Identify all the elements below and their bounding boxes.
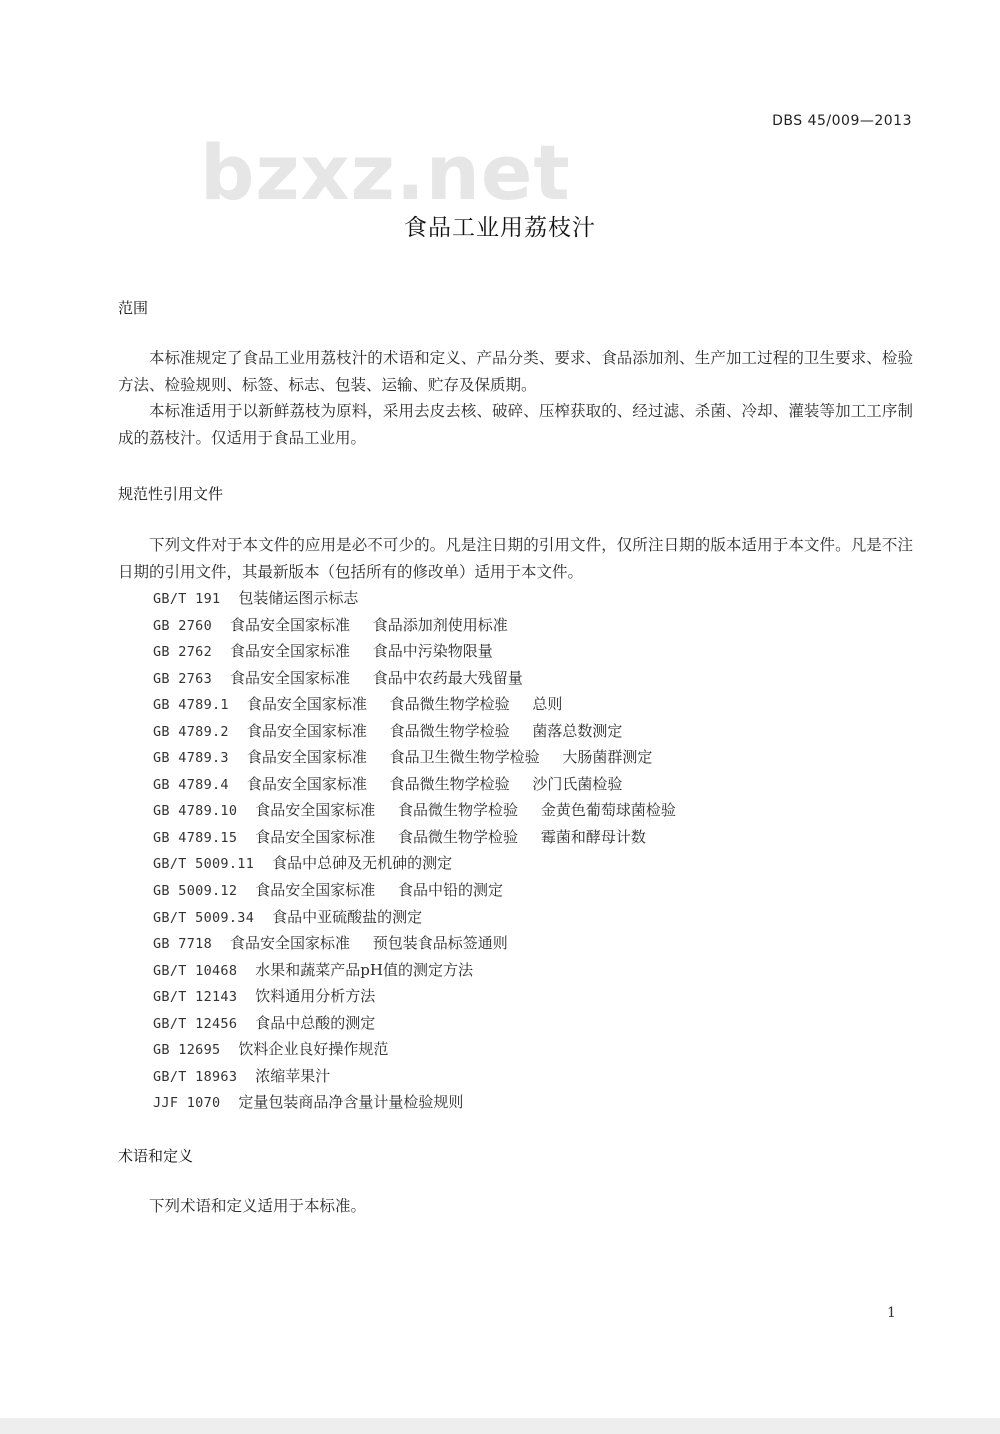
reference-code: GB 7718 <box>153 936 212 953</box>
reference-title: 饮料通用分析方法 <box>255 987 376 1006</box>
reference-code: GB/T 10468 <box>153 962 238 979</box>
reference-item <box>153 877 676 904</box>
document-title: 食品工业用荔枝汁 <box>404 215 596 241</box>
reference-code: GB 4789.3 <box>153 750 229 767</box>
reference-title: 食品中亚硫酸盐的测定 <box>272 907 423 926</box>
reference-title: 食品中总酸的测定 <box>255 1013 376 1032</box>
reference-item <box>153 1063 676 1090</box>
reference-title: 食品安全国家标准 食品微生物学检验 总则 <box>246 695 563 714</box>
reference-item <box>153 638 676 665</box>
page-bottom-edge <box>0 1418 1000 1434</box>
reference-item <box>153 1010 676 1037</box>
reference-item <box>153 771 676 798</box>
terms-intro: 下列术语和定义适用于本标准。 <box>149 1197 367 1215</box>
reference-code: GB 4789.1 <box>153 697 229 714</box>
page-number: 1 <box>887 1305 896 1321</box>
reference-item <box>153 718 676 745</box>
reference-code: GB 5009.12 <box>153 883 238 900</box>
reference-title: 食品安全国家标准 食品微生物学检验 沙门氏菌检验 <box>246 774 623 793</box>
reference-title: 食品安全国家标准 食品微生物学检验 金黄色葡萄球菌检验 <box>255 801 676 820</box>
reference-item <box>153 612 676 639</box>
scope-paragraph-1: 本标准规定了食品工业用荔枝汁的术语和定义、产品分类、要求、食品添加剂、生产加工过程的卫生要求、检验方法、检验规则、标签、标志、包装、运输、贮存及保质期。 <box>118 349 913 394</box>
reference-code: GB/T 5009.11 <box>153 856 255 873</box>
reference-title: 食品安全国家标准 预包装食品标签通则 <box>230 934 508 953</box>
document-code: DBS 45/009—2013 <box>772 113 912 129</box>
reference-code: GB/T 191 <box>153 591 221 607</box>
reference-item <box>153 904 676 931</box>
reference-item <box>153 1089 676 1116</box>
scope-paragraph-2: 本标准适用于以新鲜荔枝为原料，采用去皮去核、破碎、压榨获取的、经过滤、杀菌、冷却、灌装等加工工序制成的荔枝汁。仅适用于食品工业用。 <box>118 402 913 447</box>
reference-code: GB/T 12456 <box>153 1015 238 1032</box>
reference-title: 水果和蔬菜产品pH值的测定方法 <box>255 960 473 979</box>
reference-item <box>153 957 676 984</box>
reference-title: 食品安全国家标准 食品添加剂使用标准 <box>230 615 508 634</box>
reference-item <box>153 665 676 692</box>
reference-code: GB 4789.10 <box>153 803 238 820</box>
reference-code: GB 2762 <box>153 644 212 661</box>
reference-code: GB 2760 <box>153 617 212 634</box>
reference-title: 食品安全国家标准 食品中农药最大残留量 <box>230 668 523 687</box>
reference-item <box>153 850 676 877</box>
reference-title: 食品安全国家标准 食品微生物学检验 菌落总数测定 <box>246 721 623 740</box>
section-heading-normative-refs: 规范性引用文件 <box>118 485 224 503</box>
reference-code: GB 2763 <box>153 670 212 687</box>
reference-item <box>153 930 676 957</box>
reference-title: 定量包装商品净含量计量检验规则 <box>238 1093 464 1112</box>
reference-title: 食品安全国家标准 食品中铅的测定 <box>255 881 504 900</box>
reference-title: 包装储运图示标志 <box>238 589 359 607</box>
normative-refs-intro: 下列文件对于本文件的应用是必不可少的。凡是注日期的引用文件，仅所注日期的版本适用于本文件。凡是不注日期的引用文件，其最新版本（包括所有的修改单）适用于本文件。 <box>118 536 913 581</box>
reference-item <box>153 691 676 718</box>
reference-title: 饮料企业良好操作规范 <box>238 1040 389 1059</box>
watermark: bzxz.net <box>200 128 571 217</box>
reference-item <box>153 824 676 851</box>
reference-code: GB 4789.4 <box>153 776 229 793</box>
reference-code: GB/T 5009.34 <box>153 909 255 926</box>
reference-item <box>153 744 676 771</box>
reference-code: GB 4789.2 <box>153 723 229 740</box>
section-heading-scope: 范围 <box>118 299 149 317</box>
reference-code: GB 4789.15 <box>153 829 238 846</box>
reference-code: GB 12695 <box>153 1042 221 1059</box>
reference-title: 食品安全国家标准 食品微生物学检验 霉菌和酵母计数 <box>255 827 646 846</box>
reference-item <box>153 1036 676 1063</box>
reference-title: 食品安全国家标准 食品中污染物限量 <box>230 642 493 661</box>
reference-title: 浓缩苹果汁 <box>255 1066 331 1085</box>
reference-code: GB/T 12143 <box>153 989 238 1006</box>
reference-item <box>153 585 676 612</box>
reference-code: JJF 1070 <box>153 1095 221 1112</box>
reference-title: 食品安全国家标准 食品卫生微生物学检验 大肠菌群测定 <box>246 748 653 767</box>
reference-list <box>153 585 676 1116</box>
reference-title: 食品中总砷及无机砷的测定 <box>272 854 453 873</box>
section-heading-terms: 术语和定义 <box>118 1147 194 1165</box>
reference-item <box>153 797 676 824</box>
reference-code: GB/T 18963 <box>153 1068 238 1085</box>
reference-item <box>153 983 676 1010</box>
